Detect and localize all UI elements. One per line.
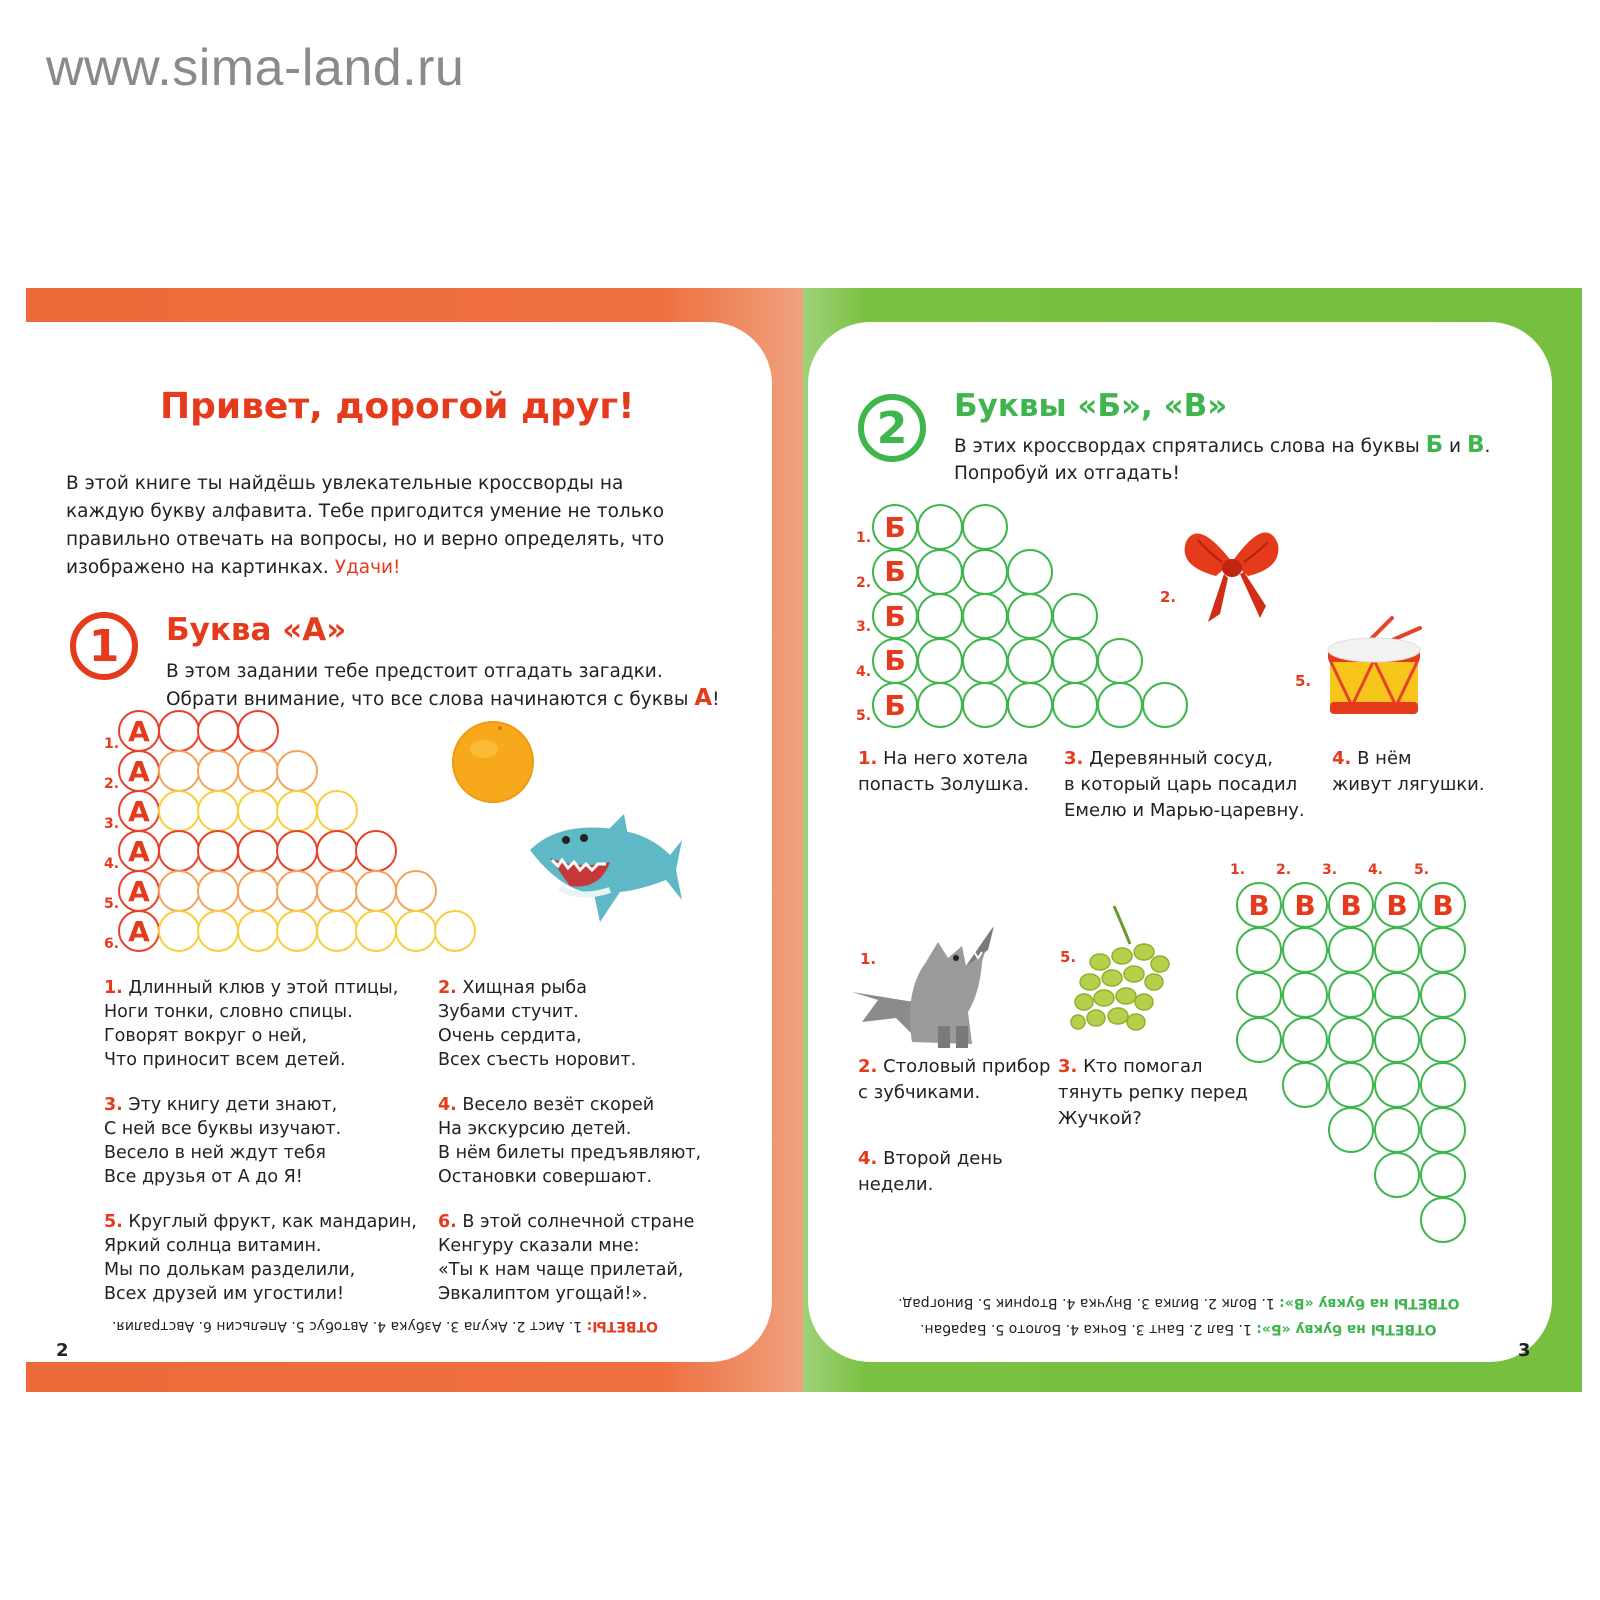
page-number-right: 3 (1518, 1340, 1531, 1361)
crossword-letter-cell: А (118, 830, 160, 872)
wolf-label: 1. (860, 950, 877, 968)
and-text: и (1449, 436, 1462, 457)
clue-number: 3. (1058, 1056, 1078, 1077)
crossword-cell[interactable] (434, 910, 476, 952)
crossword-row-label: 4. (104, 856, 120, 872)
crossword-cell[interactable] (962, 504, 1008, 550)
book-spread (26, 288, 1582, 1392)
crossword-cell[interactable] (1236, 972, 1282, 1018)
riddle-number: 3. (104, 1095, 123, 1115)
clue-text: Второй день недели. (858, 1148, 1003, 1195)
crossword-letter-cell: А (118, 910, 160, 952)
crossword-cell[interactable] (1282, 1062, 1328, 1108)
crossword-row-label: 1. (104, 736, 120, 752)
crossword-cell[interactable] (197, 790, 239, 832)
left-page (26, 322, 772, 1362)
crossword-cell[interactable] (1328, 972, 1374, 1018)
crossword-cell[interactable] (276, 750, 318, 792)
crossword-cell[interactable] (1374, 1107, 1420, 1153)
crossword-cell[interactable] (1420, 1152, 1466, 1198)
crossword-letter-cell: Б (872, 504, 918, 550)
crossword-row-label: 5. (104, 896, 120, 912)
letter-b-highlight: Б (1425, 432, 1444, 458)
crossword-cell[interactable] (395, 870, 437, 912)
riddle-number: 1. (104, 978, 123, 998)
crossword-cell[interactable] (917, 549, 963, 595)
crossword-cell[interactable] (1052, 638, 1098, 684)
section-number-badge: 1 (70, 612, 138, 680)
section-desc-line-2: Попробуй их отгадать! (954, 463, 1180, 484)
crossword-cell[interactable] (316, 870, 358, 912)
desc-end: . (1484, 436, 1491, 457)
clue-text: Столовый прибор с зубчиками. (858, 1056, 1051, 1103)
bow-label: 2. (1160, 588, 1177, 606)
riddle-number: 4. (438, 1095, 457, 1115)
crossword-cell[interactable] (237, 830, 279, 872)
crossword-cell[interactable] (1052, 593, 1098, 639)
grapes-label: 5. (1060, 948, 1077, 966)
crossword-letter-cell: А (118, 710, 160, 752)
clue-number: 4. (1332, 748, 1352, 769)
crossword-cell[interactable] (197, 710, 239, 752)
crossword-col-label: 2. (1276, 862, 1292, 878)
crossword-cell[interactable] (1097, 638, 1143, 684)
clue-number: 3. (1064, 748, 1084, 769)
crossword-cell[interactable] (197, 910, 239, 952)
riddle-number: 6. (438, 1212, 457, 1232)
section-desc-end: ! (712, 689, 720, 710)
bow-icon (1178, 518, 1286, 626)
crossword-letter-cell: В (1236, 882, 1282, 928)
orange-fruit-icon (450, 719, 536, 805)
crossword-cell[interactable] (1007, 638, 1053, 684)
answers-v-head: ОТВЕТЫ на букву «В»: (1279, 1295, 1460, 1311)
crossword-cell[interactable] (1007, 549, 1053, 595)
section-desc-line-2 (166, 685, 720, 713)
crossword-cell[interactable] (962, 549, 1008, 595)
riddle-text: В этой солнечной стране Кенгуру сказали мне: «Ты к нам чаще прилетай, Эвкалиптом угощай!». (438, 1212, 695, 1304)
crossword-cell[interactable] (395, 910, 437, 952)
crossword-letter-cell: А (118, 750, 160, 792)
crossword-cell[interactable] (316, 790, 358, 832)
crossword-cell[interactable] (1007, 593, 1053, 639)
crossword-cell[interactable] (237, 750, 279, 792)
crossword-cell[interactable] (1236, 927, 1282, 973)
clue-number: 4. (858, 1148, 878, 1169)
clue-text: На него хотела попасть Золушка. (858, 748, 1030, 795)
clue-3 (1058, 1054, 1248, 1132)
intro-lucky: Удачи! (334, 557, 401, 578)
crossword-cell[interactable] (158, 830, 200, 872)
clue-3 (1064, 746, 1305, 824)
crossword-row-label: 6. (104, 936, 120, 952)
crossword-cell[interactable] (197, 870, 239, 912)
section-description (954, 432, 1490, 487)
clue-2 (858, 1054, 1050, 1106)
crossword-cell[interactable] (917, 593, 963, 639)
crossword-row-label: 3. (856, 619, 872, 635)
clue-text: Кто помогал тянуть репку перед Жучкой? (1058, 1056, 1248, 1129)
riddle-3 (104, 1093, 341, 1189)
answers-head: ОТВЕТЫ: (586, 1318, 658, 1334)
right-page-band (803, 288, 1582, 1392)
crossword-cell[interactable] (158, 870, 200, 912)
crossword-col-label: 4. (1368, 862, 1384, 878)
crossword-cell[interactable] (237, 710, 279, 752)
crossword-cell[interactable] (1420, 1107, 1466, 1153)
crossword-cell[interactable] (1374, 927, 1420, 973)
answers-b-head: ОТВЕТЫ на букву «Б»: (1256, 1321, 1437, 1337)
crossword-cell[interactable] (276, 790, 318, 832)
clue-1 (858, 746, 1029, 798)
riddle-text: Длинный клюв у этой птицы, Ноги тонки, словно спицы. Говорят вокруг о ней, Что приносит всем детей. (104, 978, 399, 1070)
clue-4 (1332, 746, 1485, 798)
riddle-text: Хищная рыба Зубами стучит. Очень сердита, Всех съесть норовит. (438, 978, 637, 1070)
drum-label: 5. (1295, 672, 1312, 690)
crossword-col-label: 3. (1322, 862, 1338, 878)
riddle-text: Эту книгу дети знают, С ней все буквы изучают. Весело в ней ждут тебя Все друзья от А до Я! (104, 1095, 342, 1187)
section-title: Буква «А» (166, 612, 347, 648)
answers-footer (112, 1318, 658, 1334)
crossword-cell[interactable] (197, 830, 239, 872)
riddle-5 (104, 1210, 417, 1306)
section-desc-line-1 (954, 432, 1490, 460)
crossword-cell[interactable] (276, 910, 318, 952)
crossword-cell[interactable] (1328, 1017, 1374, 1063)
crossword-letter-cell: Б (872, 549, 918, 595)
clue-4 (858, 1146, 1003, 1198)
crossword-cell[interactable] (917, 638, 963, 684)
crossword-cell[interactable] (1328, 1062, 1374, 1108)
riddle-6 (438, 1210, 694, 1306)
crossword-cell[interactable] (1374, 1152, 1420, 1198)
crossword-cell[interactable] (355, 910, 397, 952)
crossword-cell[interactable] (917, 504, 963, 550)
intro-paragraph (66, 470, 706, 582)
crossword-cell[interactable] (316, 910, 358, 952)
crossword-cell[interactable] (197, 750, 239, 792)
clue-text: Деревянный сосуд, в который царь посадил Емелю и Марью-царевну. (1064, 748, 1305, 821)
shark-icon (520, 810, 684, 930)
crossword-cell[interactable] (158, 910, 200, 952)
crossword-cell[interactable] (355, 830, 397, 872)
left-page-band (26, 288, 803, 1392)
crossword-letter-cell: В (1420, 882, 1466, 928)
crossword-cell[interactable] (1097, 682, 1143, 728)
crossword-cell[interactable] (1420, 972, 1466, 1018)
section-desc-text: Обрати внимание, что все слова начинаются с буквы (166, 689, 689, 710)
crossword-cell[interactable] (1420, 1017, 1466, 1063)
crossword-cell[interactable] (237, 910, 279, 952)
crossword-cell[interactable] (1142, 682, 1188, 728)
clue-text: В нём живут лягушки. (1332, 748, 1485, 795)
crossword-cell[interactable] (1374, 972, 1420, 1018)
crossword-cell[interactable] (1282, 972, 1328, 1018)
crossword-cell[interactable] (355, 870, 397, 912)
clue-number: 2. (858, 1056, 878, 1077)
crossword-cell[interactable] (1007, 682, 1053, 728)
crossword-cell[interactable] (1282, 927, 1328, 973)
crossword-cell[interactable] (158, 710, 200, 752)
crossword-letter-cell: А (118, 870, 160, 912)
crossword-letter-cell: В (1374, 882, 1420, 928)
answers-v-footer (898, 1295, 1459, 1311)
crossword-row-label: 5. (856, 708, 872, 724)
riddle-1 (104, 976, 398, 1072)
crossword-row-label: 2. (856, 574, 872, 591)
crossword-cell[interactable] (962, 682, 1008, 728)
section-number-badge: 2 (858, 394, 926, 462)
crossword-cell[interactable] (237, 790, 279, 832)
crossword-cell[interactable] (1052, 682, 1098, 728)
answers-v-text: 1. Волк 2. Вилка 3. Внучка 4. Вторник 5. Виноград. (898, 1295, 1280, 1311)
watermark: www.sima-land.ru (46, 39, 465, 97)
crossword-cell[interactable] (962, 638, 1008, 684)
riddle-4 (438, 1093, 701, 1189)
crossword-cell[interactable] (917, 682, 963, 728)
riddle-number: 2. (438, 978, 457, 998)
crossword-cell[interactable] (962, 593, 1008, 639)
riddle-2 (438, 976, 636, 1072)
page-title: Привет, дорогой друг! (160, 386, 635, 427)
crossword-cell[interactable] (1420, 1197, 1466, 1243)
riddle-number: 5. (104, 1212, 123, 1232)
page-number-left: 2 (56, 1340, 69, 1361)
grapes-icon (1070, 904, 1174, 1044)
crossword-cell[interactable] (237, 870, 279, 912)
crossword-cell[interactable] (276, 830, 318, 872)
letter-v-highlight: В (1466, 432, 1485, 458)
crossword-col-label: 5. (1414, 862, 1430, 878)
crossword-row-label: 4. (856, 663, 872, 680)
crossword-cell[interactable] (276, 870, 318, 912)
riddle-text: Круглый фрукт, как мандарин, Яркий солнца витамин. Мы по долькам разделили, Всех друзей им угостили! (104, 1212, 417, 1304)
crossword-row-label: 3. (104, 816, 120, 832)
section-letter: А (694, 685, 713, 711)
riddle-text: Весело везёт скорей На экскурсию детей. В нём билеты предъявляют, Остановки совершают. (438, 1095, 702, 1187)
crossword-cell[interactable] (1328, 1107, 1374, 1153)
crossword-letter-cell: Б (872, 638, 918, 684)
crossword-row-label: 1. (856, 530, 872, 546)
crossword-letter-cell: В (1282, 882, 1328, 928)
crossword-row-label: 2. (104, 776, 120, 792)
wolf-icon (852, 922, 1002, 1052)
crossword-col-label: 1. (1230, 862, 1246, 878)
answers-b-footer (920, 1321, 1437, 1337)
crossword-cell[interactable] (158, 750, 200, 792)
answers-text: 1. Аист 2. Акула 3. Азбука 4. Автобус 5. Апельсин 6. Австралия. (112, 1318, 587, 1334)
section-title: Буквы «Б», «В» (954, 388, 1228, 424)
answers-b-text: 1. Бал 2. Бант 3. Бочка 4. Болото 5. Барабан. (920, 1321, 1257, 1337)
crossword-cell[interactable] (1374, 1017, 1420, 1063)
crossword-cell[interactable] (316, 830, 358, 872)
crossword-cell[interactable] (158, 790, 200, 832)
section-desc-line-1: В этом задании тебе предстоит отгадать загадки. (166, 661, 663, 682)
crossword-cell[interactable] (1282, 1017, 1328, 1063)
right-page (808, 322, 1552, 1362)
crossword-cell[interactable] (1236, 1017, 1282, 1063)
section-desc-text: В этих кроссвордах спрятались слова на буквы (954, 436, 1420, 457)
crossword-letter-cell: А (118, 790, 160, 832)
intro-text: В этой книге ты найдёшь увлекательные кроссворды на каждую букву алфавита. Тебе пригодится умение не только правильно отвечать на вопросы, но и верно определять, что изображено на картинках. (66, 473, 665, 578)
crossword-cell[interactable] (1420, 1062, 1466, 1108)
crossword-letter-cell: В (1328, 882, 1374, 928)
drum-icon (1324, 616, 1424, 722)
crossword-letter-cell: Б (872, 682, 918, 728)
section-description (166, 658, 720, 713)
crossword-cell[interactable] (1328, 927, 1374, 973)
crossword-letter-cell: Б (872, 593, 918, 639)
clue-number: 1. (858, 748, 878, 769)
crossword-cell[interactable] (1374, 1062, 1420, 1108)
crossword-cell[interactable] (1420, 927, 1466, 973)
